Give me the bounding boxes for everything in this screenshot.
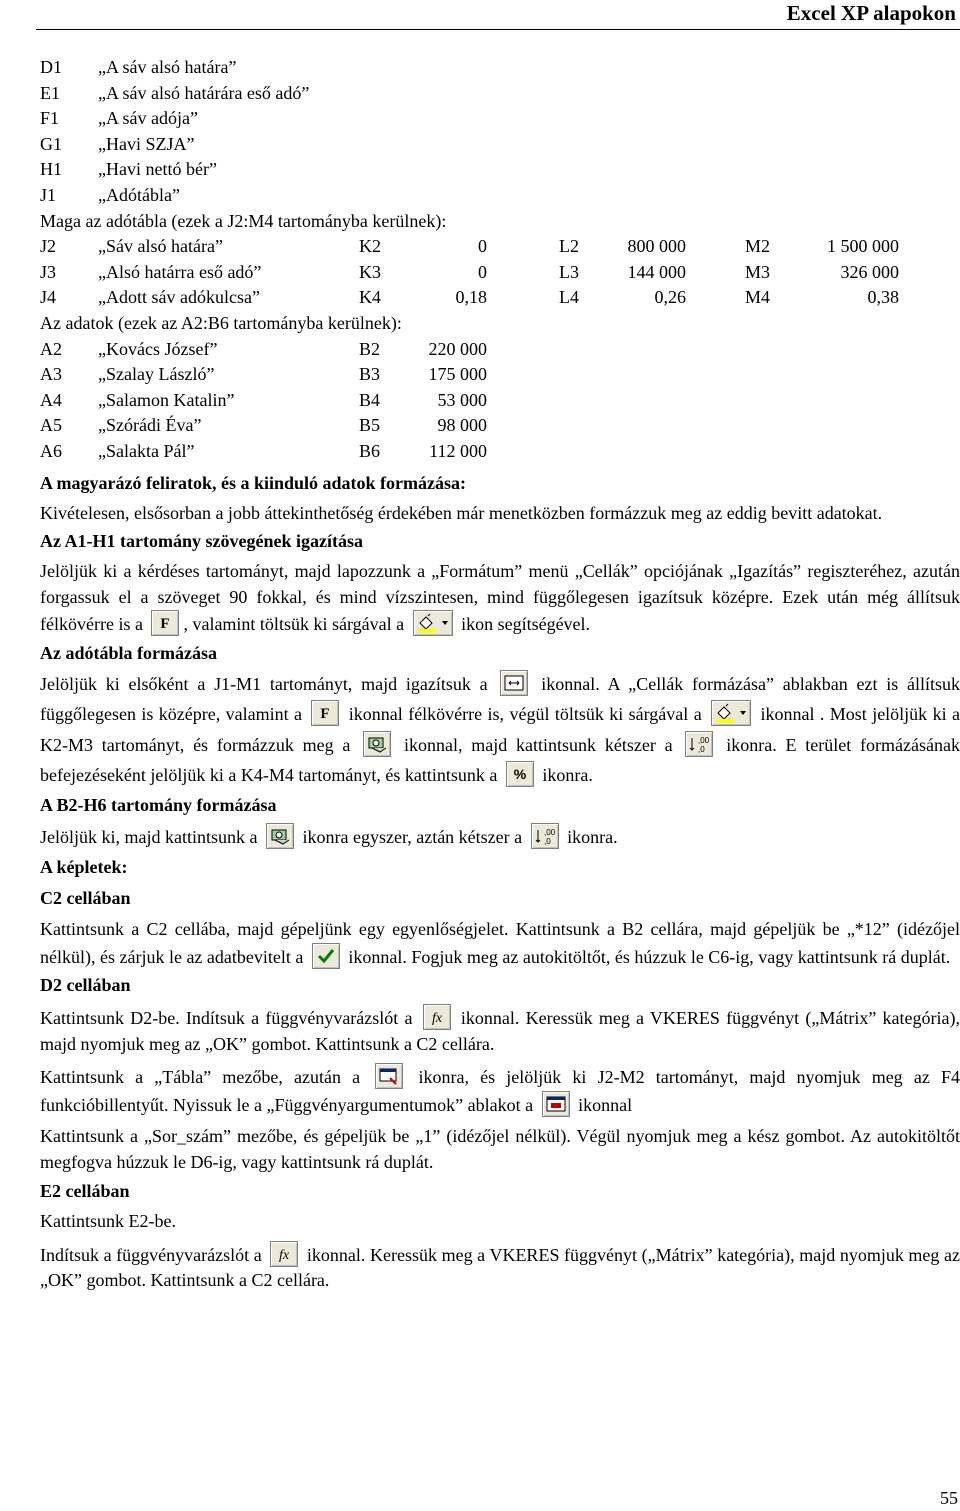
cell-ref: L3	[559, 261, 579, 282]
cell-ref: B6	[359, 440, 381, 461]
cell-value: 0,38	[867, 287, 899, 308]
cell-row	[40, 81, 960, 107]
expand-dialog-icon	[542, 1091, 570, 1117]
cell-value: 0	[478, 236, 487, 257]
decrease-decimal-icon	[531, 823, 559, 849]
text-run: ikonnal félkövérre is, végül töltsük ki sárgával a	[343, 704, 708, 724]
enter-check-icon	[312, 943, 340, 969]
page-header	[0, 0, 960, 32]
cell-ref: K3	[359, 261, 381, 282]
text-run: ikonnal. Keressük meg a VKERES függvényt („Mátrix” kategória), majd nyomjuk meg az „OK” gombot. Kattintsunk a C2 cellára.	[40, 1244, 960, 1290]
fill-color-icon	[711, 700, 751, 726]
cell-value: 1 500 000	[827, 236, 899, 257]
cell-ref: B2	[359, 338, 381, 359]
cell-text: „Alsó határra eső adó”	[98, 261, 262, 282]
cell-ref: L4	[559, 287, 579, 308]
cell-text: „Szórádi Éva”	[98, 415, 202, 436]
text-run: ikonnal . Most jelöljük ki a K2-M3 tartományt, és formázzuk meg a	[40, 704, 960, 755]
text-run: ikon segítségével.	[456, 614, 591, 634]
cell-ref: K4	[359, 287, 381, 308]
svg-text:,0: ,0	[698, 744, 706, 754]
cell-ref: A2	[40, 338, 62, 359]
text-run: ikonra egyszer, aztán kétszer a	[297, 826, 527, 847]
text-run: , valamint töltsük ki sárgával a	[183, 614, 409, 634]
svg-text:fx: fx	[431, 1011, 442, 1026]
svg-text:F: F	[320, 706, 330, 722]
section-heading: A magyarázó feliratok, és a kiinduló adatok formázása:	[40, 472, 466, 493]
data-row	[40, 388, 960, 414]
section-heading: E2 cellában	[40, 1181, 130, 1201]
cell-row	[40, 183, 960, 209]
currency-style-icon	[266, 823, 294, 849]
cell-ref: H1	[40, 159, 62, 180]
text-run: ikonra. E terület formázásának befejezéseként jelöljük ki a K4-M4 tartományt, és kattintsunk a	[40, 734, 960, 785]
svg-text:fx: fx	[279, 1247, 290, 1263]
cell-value: 220 000	[428, 338, 487, 359]
page-number: 55	[940, 1488, 958, 1508]
paragraph	[40, 559, 960, 638]
text-run: ikonnal. Keressük meg a VKERES függvényt („Mátrix” kategória), majd nyomjuk meg az „OK” gombot. Kattintsunk a C2 cellára.	[40, 1008, 960, 1054]
cell-text: „Adott sáv adókulcsa”	[98, 287, 260, 308]
text-run: Jelöljük ki elsőként a J1-M1 tartományt, majd igazítsuk a	[40, 673, 497, 694]
section-heading: Az adótábla formázása	[40, 642, 217, 663]
tax-table-intro-text: Maga az adótábla (ezek a J2:M4 tartományba kerülnek):	[40, 210, 447, 231]
svg-text:%: %	[513, 766, 527, 782]
cell-row	[40, 106, 960, 132]
svg-text:F: F	[160, 616, 171, 632]
section-heading: A B2-H6 tartomány formázása	[40, 794, 277, 815]
paragraph: Kivételesen, elsősorban a jobb áttekinthetőség érdekében már menetközben formázzuk meg az eddig bevitt adatokat.	[40, 502, 883, 523]
cell-ref: K2	[359, 236, 381, 257]
page-content	[40, 55, 960, 1294]
cell-ref: D1	[40, 57, 62, 77]
cell-ref: E1	[40, 82, 60, 103]
cell-text: „Adótábla”	[98, 184, 180, 205]
cell-value: 0,18	[455, 287, 487, 308]
text-run: ikonra, és jelöljük ki J2-M2 tartományt, majd nyomjuk meg az F4 funkcióbillentyűt. Nyissuk le a „Függvényargumentumok” ablakot a	[40, 1067, 960, 1115]
text-run: Jelöljük ki a kérdéses tartományt, majd lapozzunk a „Formátum” menü „Cellák” opciójának „Igazítás” regiszteréhez, azután forgassuk el a szöveget 90 fokkal, és mind vízszintesen, mind függőlegesen igazítsuk középre. Ezek után még állítsuk félkövérre is a	[40, 561, 960, 634]
data-intro-text: Az adatok (ezek az A2:B6 tartományba kerülnek):	[40, 312, 402, 333]
text-run: Kattintsunk a C2 cellába, majd gépeljünk egy egyenlőségjelet. Kattintsunk a B2 cellára, majd gépeljük be „*12” (idézőjel nélkül), és zárjuk le az adatbevitelt a	[40, 919, 960, 967]
cell-value: 0	[478, 261, 487, 282]
cell-ref: M4	[745, 287, 771, 308]
cell-ref: J2	[40, 236, 57, 257]
cell-value: 800 000	[627, 236, 686, 257]
cell-text: „A sáv adója”	[98, 108, 198, 129]
cell-ref: J1	[40, 184, 57, 205]
text-run: Kattintsunk D2-be. Indítsuk a függvényvarázslót a	[40, 1008, 419, 1028]
cell-ref: B4	[359, 389, 381, 410]
tax-row	[40, 234, 960, 260]
tax-row	[40, 260, 960, 286]
cell-value: 175 000	[428, 364, 487, 385]
section-heading: Az A1-H1 tartomány szövegének igazítása	[40, 531, 363, 551]
cell-ref: J3	[40, 261, 57, 282]
bold-icon	[151, 610, 179, 636]
svg-text:,00: ,00	[543, 827, 555, 837]
tax-row	[40, 285, 960, 311]
cell-ref: B3	[359, 364, 381, 385]
paragraph	[40, 1004, 960, 1057]
cell-value: 112 000	[429, 440, 487, 461]
data-table	[40, 337, 960, 465]
header-title: Excel XP alapokon	[786, 1, 956, 25]
cell-value: 53 000	[437, 389, 487, 410]
svg-text:,0: ,0	[543, 836, 551, 846]
section-heading: C2 cellában	[40, 888, 131, 908]
paragraph: Kattintsunk a „Sor_szám” mezőbe, és gépeljük be „1” (idézőjel nélkül). Végül nyomjuk meg a kész gombot. Az autokitöltőt megfogva húzzuk le D6-ig, vagy kattintsunk rá duplát.	[40, 1126, 960, 1172]
cell-text: „A sáv alsó határára eső adó”	[98, 82, 310, 103]
cell-text: „Salamon Katalin”	[98, 389, 235, 410]
text-run: Kattintsunk a „Tábla” mezőbe, azután a	[40, 1067, 372, 1087]
text-run: ikonnal. Fogjuk meg az autokitöltőt, és húzzuk le C6-ig, vagy kattintsunk rá duplát.	[343, 946, 951, 967]
text-run: ikonra.	[562, 826, 618, 847]
paragraph	[40, 669, 960, 791]
text-run: Indítsuk a függvényvarázslót a	[40, 1244, 267, 1265]
merge-center-icon	[500, 670, 528, 696]
data-intro	[40, 311, 960, 337]
decrease-decimal-icon	[685, 731, 713, 757]
paragraph: Kattintsunk E2-be.	[40, 1211, 176, 1231]
data-row	[40, 362, 960, 388]
section-heading: A képletek:	[40, 857, 128, 877]
cell-text: „Szalay László”	[98, 364, 215, 385]
fill-color-icon	[413, 610, 453, 636]
cell-value: 326 000	[840, 261, 899, 282]
section-heading: D2 cellában	[40, 975, 131, 995]
data-row	[40, 413, 960, 439]
cell-list	[40, 55, 960, 209]
collapse-dialog-icon	[375, 1063, 403, 1089]
cell-value: 0,26	[654, 287, 686, 308]
insert-function-icon	[423, 1004, 451, 1030]
cell-ref: A6	[40, 440, 62, 461]
cell-text: „Havi SZJA”	[98, 133, 195, 154]
cell-ref: G1	[40, 133, 62, 154]
percent-style-icon	[506, 761, 534, 787]
text-run: ikonnal. A „Cellák formázása” ablakban ezt is állítsuk függőlegesen is középre, valamint a	[40, 673, 960, 724]
paragraph	[40, 1063, 960, 1118]
cell-ref: A5	[40, 415, 62, 436]
cell-row	[40, 157, 960, 183]
cell-ref: M2	[745, 236, 771, 257]
text-run: ikonnal, majd kattintsunk kétszer a	[395, 734, 682, 755]
cell-text: „A sáv alsó határa”	[98, 57, 237, 77]
header-rule	[36, 29, 960, 30]
cell-ref: A3	[40, 364, 62, 385]
cell-ref: L2	[559, 236, 579, 257]
cell-value: 144 000	[627, 261, 686, 282]
tax-table	[40, 234, 960, 311]
currency-style-icon	[363, 731, 391, 757]
bold-icon	[311, 700, 339, 726]
cell-ref: F1	[40, 108, 60, 129]
paragraph	[40, 917, 960, 970]
cell-text: „Salakta Pál”	[98, 440, 195, 461]
svg-text:,00: ,00	[698, 735, 710, 745]
text-run: ikonra.	[537, 765, 593, 785]
cell-ref: B5	[359, 415, 381, 436]
cell-text: „Sáv alsó határa”	[98, 236, 223, 257]
text-run: ikonnal	[573, 1094, 633, 1115]
cell-row	[40, 132, 960, 158]
cell-text: „Kovács József”	[98, 338, 218, 359]
cell-row	[40, 55, 960, 81]
paragraph	[40, 822, 960, 853]
insert-function-icon	[270, 1241, 298, 1267]
cell-ref: A4	[40, 389, 62, 410]
text-run: Jelöljük ki, majd kattintsunk a	[40, 826, 262, 847]
cell-ref: M3	[745, 261, 771, 282]
cell-text: „Havi nettó bér”	[98, 159, 217, 180]
cell-value: 98 000	[437, 415, 487, 436]
data-row	[40, 337, 960, 363]
data-row	[40, 439, 960, 465]
tax-table-intro	[40, 209, 960, 235]
paragraph	[40, 1241, 960, 1294]
cell-ref: J4	[40, 287, 57, 308]
